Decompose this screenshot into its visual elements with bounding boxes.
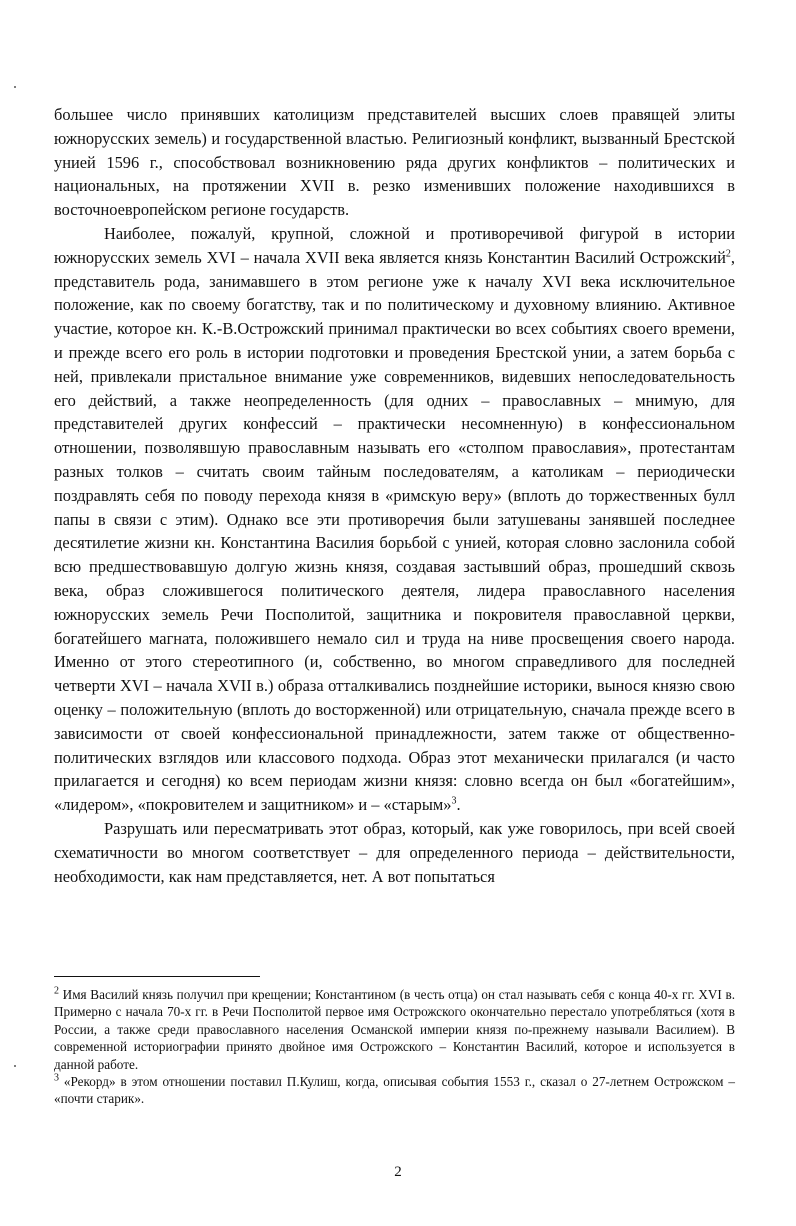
footnotes xyxy=(54,986,735,1108)
paragraph-2-part-a: Наиболее, пожалуй, крупной, сложной и противоречивой фигурой в истории южнорусских земель XVI – начала XVII века является князь Константин Василий Острожский xyxy=(54,223,735,267)
footnote-2-text: Имя Василий князь получил при крещении; Константином (в честь отца) он стал называть себя с конца 40-х гг. XVI в. Примерно с начала 70-х гг. в Речи Посполитой первое имя Острожского окончательно перестало употребляться (хотя в России, а также среди православного населения Османской империи князя по-прежнему называли Василием). В современной историографии принято двойное имя Острожского – Константин Василий, которое и используется в данной работе. xyxy=(54,987,735,1072)
scan-speck xyxy=(14,1065,16,1067)
paragraph-2-part-b: , представитель рода, занимавшего в этом регионе уже к началу XVI века исключительное положение, как по своему богатству, так и по политическому и духовному влиянию. Активное участие, которое кн. К.-В.Острожский принимал практически во всех событиях своего времени, и прежде всего его роль в истории подготовки и проведения Брестской унии, а затем борьба с ней, привлекали пристальное внимание уже современников, видевших непоследовательность его действий, а также неопределенность (для одних – православных – мнимую, для представителей других конфессий – практически несомненную) в конфессиональном отношении, позволявшую православным называть его «столпом православия», протестантам разных толков – считать своим тайным последователям, а католикам – периодически поздравлять себя по поводу перехода князя в «римскую веру» (вплоть до торжественных булл папы в связи с этим). Однако все эти противоречия были затушеваны занявшей последнее десятилетие жизни кн. Константина Василия борьбой с унией, которая словно заслонила собой всю предшествовавшую долгую жизнь князя, создавая застывший образ, прошедший сквозь века, образ сложившегося политического деятеля, лидера православного населения южнорусских земель Речи Посполитой, защитника и покровителя православной церкви, богатейшего магната, положившего немало сил и труда на ниве просвещения своего народа. Именно от этого стереотипного (и, собственно, во многом справедливого для последней четверти XVI – начала XVII в.) образа отталкивались позднейшие историки, вынося князю свою оценку – положительную (вплоть до восторженной) или отрицательную, сначала прежде всего в зависимости от своей конфессиональной принадлежности, затем также от общественно-политических взглядов или классового подхода. Образ этот механически прилагался (и часто прилагается и сегодня) ко всем периодам жизни князя: словно всегда он был «богатейшим», «лидером», «покровителем и защитником» и – «старым» xyxy=(54,247,735,815)
footnote-3 xyxy=(54,1073,735,1108)
footnote-marker-2: 2 xyxy=(54,985,59,997)
footnote-2 xyxy=(54,986,735,1073)
paragraph-2 xyxy=(54,222,735,817)
paragraph-1: большее число принявших католицизм представителей высших слоев правящей элиты южнорусских земель) и государственной властью. Религиозный конфликт, вызванный Брестской унией 1596 г., способствовал возникновению ряда других конфликтов – политических и национальных, на протяжении XVII в. резко изменивших положение находившихся в восточноевропейском регионе государств. xyxy=(54,105,735,220)
footnote-3-text: «Рекорд» в этом отношении поставил П.Кулиш, когда, описывая события 1553 г., сказал о 27-летнем Острожском – «почти старик». xyxy=(54,1074,735,1107)
paragraph-2-part-c: . xyxy=(456,795,461,815)
scan-speck xyxy=(14,86,16,88)
footnote-ref-3: 3 xyxy=(451,795,457,807)
footnote-separator xyxy=(54,976,260,977)
main-text xyxy=(54,103,735,888)
paragraph-3: Разрушать или пересматривать этот образ, который, как уже говорилось, при всей своей схематичности во многом соответствует – для определенного периода – действительности, необходимости, как нам представляется, нет. А вот попытаться xyxy=(54,818,735,886)
footnote-marker-3: 3 xyxy=(54,1072,59,1084)
footnote-ref-2: 2 xyxy=(725,248,731,260)
page-number: 2 xyxy=(394,1164,402,1180)
